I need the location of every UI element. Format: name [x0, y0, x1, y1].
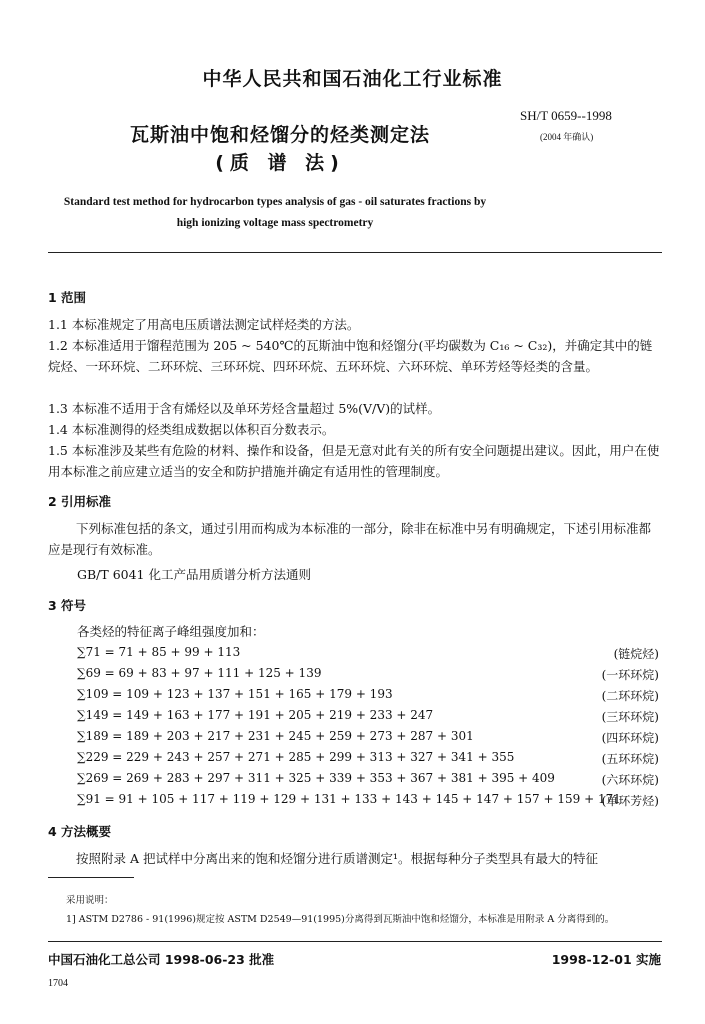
- clause-1-5: 1.5 本标准涉及某些有危险的材料、操作和设备，但是无意对此有关的所有安全问题提出建议。因此，用户在使用本标准之前应建立适当的安全和防护措施并确定有适用性的管理制度。: [48, 443, 660, 479]
- formula-tag-1-ring: (一环环烷): [601, 668, 659, 682]
- formula-sum-109: ∑109 = 109 + 123 + 137 + 151 + 165 + 179 + 193: [77, 687, 393, 701]
- formula-sum-149: ∑149 = 149 + 163 + 177 + 191 + 205 + 219 + 233 + 247: [77, 708, 434, 722]
- approval-line: 中国石油化工总公司 1998-06-23 批准: [48, 952, 275, 967]
- footer-divider: [48, 941, 662, 942]
- formula-tag-3-ring: (三环环烷): [601, 710, 659, 724]
- formula-tag-monoaromatics: (单环芳烃): [601, 794, 659, 808]
- standard-code: SH/T 0659--1998: [520, 108, 612, 123]
- footnote-text: 1] ASTM D2786 - 91(1996)规定按 ASTM D2549—91(1995)分离得到瓦斯油中饱和烃馏分，本标准是用附录 A 分离得到的。: [66, 914, 615, 925]
- header-divider: [48, 252, 662, 253]
- formula-sum-189: ∑189 = 189 + 203 + 217 + 231 + 245 + 259 + 273 + 287 + 301: [77, 729, 474, 743]
- formula-tag-6-ring: (六环环烷): [601, 773, 659, 787]
- section-4-heading: 4 方法概要: [48, 824, 112, 839]
- issuing-standard-header: 中华人民共和国石油化工行业标准: [202, 68, 503, 90]
- referenced-standard: GB/T 6041 化工产品用质谱分析方法通则: [77, 567, 311, 582]
- formula-tag-paraffins: (链烷烃): [613, 647, 659, 661]
- formula-sum-91: ∑91 = 91 + 105 + 117 + 119 + 129 + 131 + 133 + 143 + 145 + 147 + 157 + 159 + 171: [77, 792, 621, 806]
- clause-1-2: 1.2 本标准适用于馏程范围为 205 ~ 540℃的瓦斯油中饱和烃馏分(平均碳数为 C₁₆ ~ C₃₂)，并确定其中的链烷烃、一环环烷、二环环烷、三环环烷、四环环烷、五环环烷、六环环烷、单环芳烃等烃类的含量。: [48, 338, 653, 374]
- standard-confirmation-note: (2004 年确认): [540, 132, 594, 142]
- footnote-label: 采用说明：: [66, 895, 114, 906]
- section-1-heading: 1 范围: [48, 290, 87, 305]
- formula-sum-71: ∑71 = 71 + 85 + 99 + 113: [77, 645, 241, 659]
- formula-tag-5-ring: (五环环烷): [601, 752, 659, 766]
- symbols-intro: 各类烃的特征离子峰组强度加和：: [77, 624, 265, 639]
- section-3-heading: 3 符号: [48, 598, 87, 613]
- formula-sum-229: ∑229 = 229 + 243 + 257 + 271 + 285 + 299 + 313 + 327 + 341 + 355: [77, 750, 515, 764]
- document-title: 瓦斯油中饱和烃馏分的烃类测定法: [129, 124, 430, 146]
- english-title: Standard test method for hydrocarbon types analysis of gas - oil saturates fractions by high ionizing voltage mass spectrometry: [63, 196, 487, 229]
- formula-sum-69: ∑69 = 69 + 83 + 97 + 111 + 125 + 139: [77, 666, 322, 680]
- formula-sum-269: ∑269 = 269 + 283 + 297 + 311 + 325 + 339 + 353 + 367 + 381 + 395 + 409: [77, 771, 555, 785]
- document-subtitle: (质 谱 法): [215, 152, 345, 174]
- formula-tag-2-ring: (二环环烷): [601, 689, 659, 703]
- clause-1-4: 1.4 本标准测得的烃类组成数据以体积百分数表示。: [48, 422, 335, 437]
- footnote-divider: [48, 877, 134, 878]
- page-number: 1704: [48, 978, 68, 989]
- effective-date-line: 1998-12-01 实施: [551, 952, 661, 967]
- formula-tag-4-ring: (四环环烷): [601, 731, 659, 745]
- section-2-paragraph: 下列标准包括的条文，通过引用而构成为本标准的一部分，除非在标准中另有明确规定，下述引用标准都应是现行有效标准。: [48, 521, 652, 557]
- clause-1-1: 1.1 本标准规定了用高电压质谱法测定试样烃类的方法。: [48, 317, 360, 332]
- clause-1-3: 1.3 本标准不适用于含有烯烃以及单环芳烃含量超过 5%(V/V)的试样。: [48, 401, 441, 416]
- section-2-heading: 2 引用标准: [48, 494, 112, 509]
- section-4-paragraph: 按照附录 A 把试样中分离出来的饱和烃馏分进行质谱测定¹。根据每种分子类型具有最大的特征: [76, 851, 598, 866]
